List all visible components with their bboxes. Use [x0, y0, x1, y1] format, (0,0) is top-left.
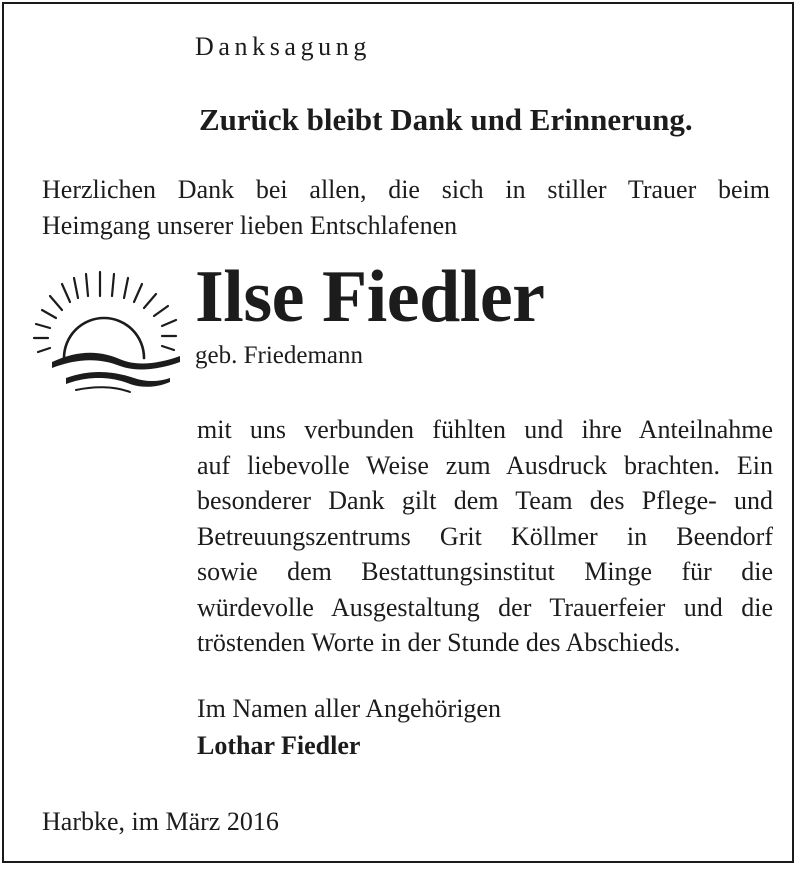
place-date: Harbke, im März 2016	[42, 807, 279, 836]
notice-heading: Danksagung	[195, 32, 371, 61]
intro-paragraph	[42, 172, 770, 244]
signer-name: Lothar Fiedler	[197, 731, 361, 760]
birth-name: geb. Friedemann	[195, 342, 364, 369]
intro-line: Heimgang unserer lieben Entschlafenen	[42, 211, 458, 240]
body-line: besonderer Dank gilt dem Team des Pflege- und	[197, 486, 773, 515]
deceased-name: Ilse Fiedler	[195, 256, 545, 338]
signature-intro: Im Namen aller Angehörigen	[197, 694, 501, 723]
body-line: sowie dem Bestattungsinstitut Minge für die	[197, 557, 773, 586]
body-line: auf liebevolle Weise zum Ausdruck brachten. Ein	[197, 450, 773, 480]
body-line: tröstenden Worte in der Stunde des Abschieds.	[197, 628, 681, 657]
intro-line: Herzlichen Dank bei allen, die sich in stiller Trauer beim	[42, 175, 770, 204]
body-line: mit uns verbunden fühlten und ihre Anteilnahme	[197, 415, 773, 444]
motto: Zurück bleibt Dank und Erinnerung.	[199, 102, 693, 137]
body-paragraph	[197, 412, 773, 661]
sunrise-icon	[30, 266, 190, 398]
thank-you-notice	[2, 2, 794, 863]
body-line: würdevolle Ausgestaltung der Trauerfeier und die	[197, 592, 773, 622]
body-line: Betreuungszentrums Grit Köllmer in Beendorf	[197, 521, 773, 551]
